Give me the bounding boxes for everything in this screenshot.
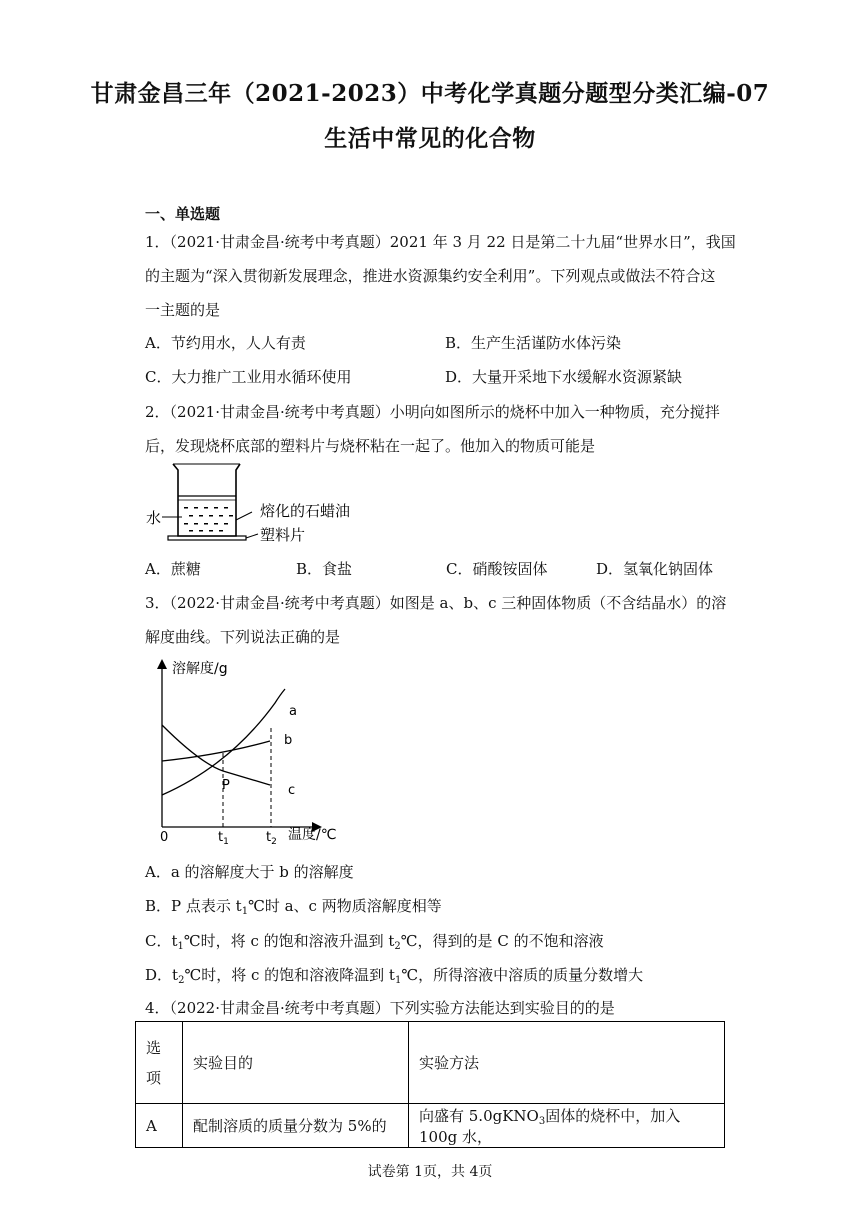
curve-a-label: a xyxy=(289,704,297,719)
label-wax-oil: 熔化的石蜡油 xyxy=(260,502,351,520)
row-a-method: 向盛有 5.0gKNO$_3$固体的烧杯中，加入 100g 水， xyxy=(409,1104,725,1148)
q1-option-d: D．大量开采地下水缓解水资源紧缺 xyxy=(445,368,683,386)
q1-option-c: C．大力推广工业用水循环使用 xyxy=(145,368,352,386)
origin-label: 0 xyxy=(160,830,169,845)
t1-label: $t_1$ xyxy=(218,830,229,847)
q4-line-1: 4．（2022·甘肃金昌·统考中考真题）下列实验方法能达到实验目的的是 xyxy=(145,999,615,1017)
section-heading: 一、单选题 xyxy=(145,205,221,223)
q2-option-c: C．硝酸铵固体 xyxy=(446,560,548,578)
curve-c-line xyxy=(162,725,270,785)
header-purpose: 实验目的 xyxy=(183,1022,409,1104)
row-a-option: A xyxy=(136,1104,183,1148)
curve-b-label: b xyxy=(284,733,293,748)
q2-option-a: A．蔗糖 xyxy=(145,560,201,578)
x-axis-label: 温度/℃ xyxy=(288,827,337,843)
q1-line-3: 一主题的是 xyxy=(145,301,221,319)
q3-option-b: B．P 点表示 $t_1℃$时 a、c 两物质溶解度相等 xyxy=(145,897,442,917)
q3-line-2: 解度曲线。下列说法正确的是 xyxy=(145,628,341,646)
solubility-curve-figure xyxy=(150,655,350,850)
y-axis-label: 溶解度/g xyxy=(172,661,228,677)
q3-option-a: A．a 的溶解度大于 b 的溶解度 xyxy=(145,863,354,881)
q2-option-d: D．氢氧化钠固体 xyxy=(596,560,714,578)
experiment-table xyxy=(135,1021,725,1148)
t2-label: $t_2$ xyxy=(266,830,277,847)
plastic-sheet xyxy=(168,536,246,540)
q1-line-2: 的主题为“深入贯彻新发展理念，推进水资源集约安全利用”。下列观点或做法不符合这 xyxy=(145,267,716,285)
table-header-row xyxy=(136,1022,725,1104)
label-water: 水 xyxy=(146,509,162,527)
q3-option-d: D．$t_2℃$时，将 c 的饱和溶液降温到 $t_1℃$，所得溶液中溶质的质量分数增大 xyxy=(145,966,644,986)
label-plastic-sheet: 塑料片 xyxy=(260,526,306,544)
q3-line-1: 3．（2022·甘肃金昌·统考中考真题）如图是 a、b、c 三种固体物质（不含结晶水）的溶 xyxy=(145,594,727,612)
header-option: 选 项 xyxy=(136,1022,183,1104)
curve-b-line xyxy=(162,741,270,761)
q3-option-c: C．$t_1℃$时，将 c 的饱和溶液升温到 $t_2℃$，得到的是 C 的不饱和溶液 xyxy=(145,932,604,952)
q2-option-b: B．食盐 xyxy=(296,560,353,578)
q1-option-a: A．节约用水，人人有责 xyxy=(145,334,306,352)
q1-line-1: 1．（2021·甘肃金昌·统考中考真题）2021 年 3 月 22 日是第二十九届“世界水日”，我国 xyxy=(145,233,736,251)
q2-line-2: 后，发现烧杯底部的塑料片与烧杯粘在一起了。他加入的物质可能是 xyxy=(145,437,596,455)
doc-title-line2: 生活中常见的化合物 xyxy=(324,125,536,152)
beaker-figure xyxy=(140,460,380,550)
curve-c-label: c xyxy=(288,783,296,798)
q2-line-1: 2．（2021·甘肃金昌·统考中考真题）小明向如图所示的烧杯中加入一种物质，充分搅拌 xyxy=(145,403,720,421)
page-footer: 试卷第 1页，共 4页 xyxy=(367,1164,493,1180)
point-p-label: P xyxy=(222,778,230,793)
table-row xyxy=(136,1104,725,1148)
doc-title-line1: 甘肃金昌三年（2021-2023）中考化学真题分题型分类汇编-07 xyxy=(90,80,770,107)
header-method: 实验方法 xyxy=(409,1022,725,1104)
q1-option-b: B．生产生活谨防水体污染 xyxy=(445,334,622,352)
row-a-purpose: 配制溶质的质量分数为 5%的 xyxy=(183,1104,409,1148)
